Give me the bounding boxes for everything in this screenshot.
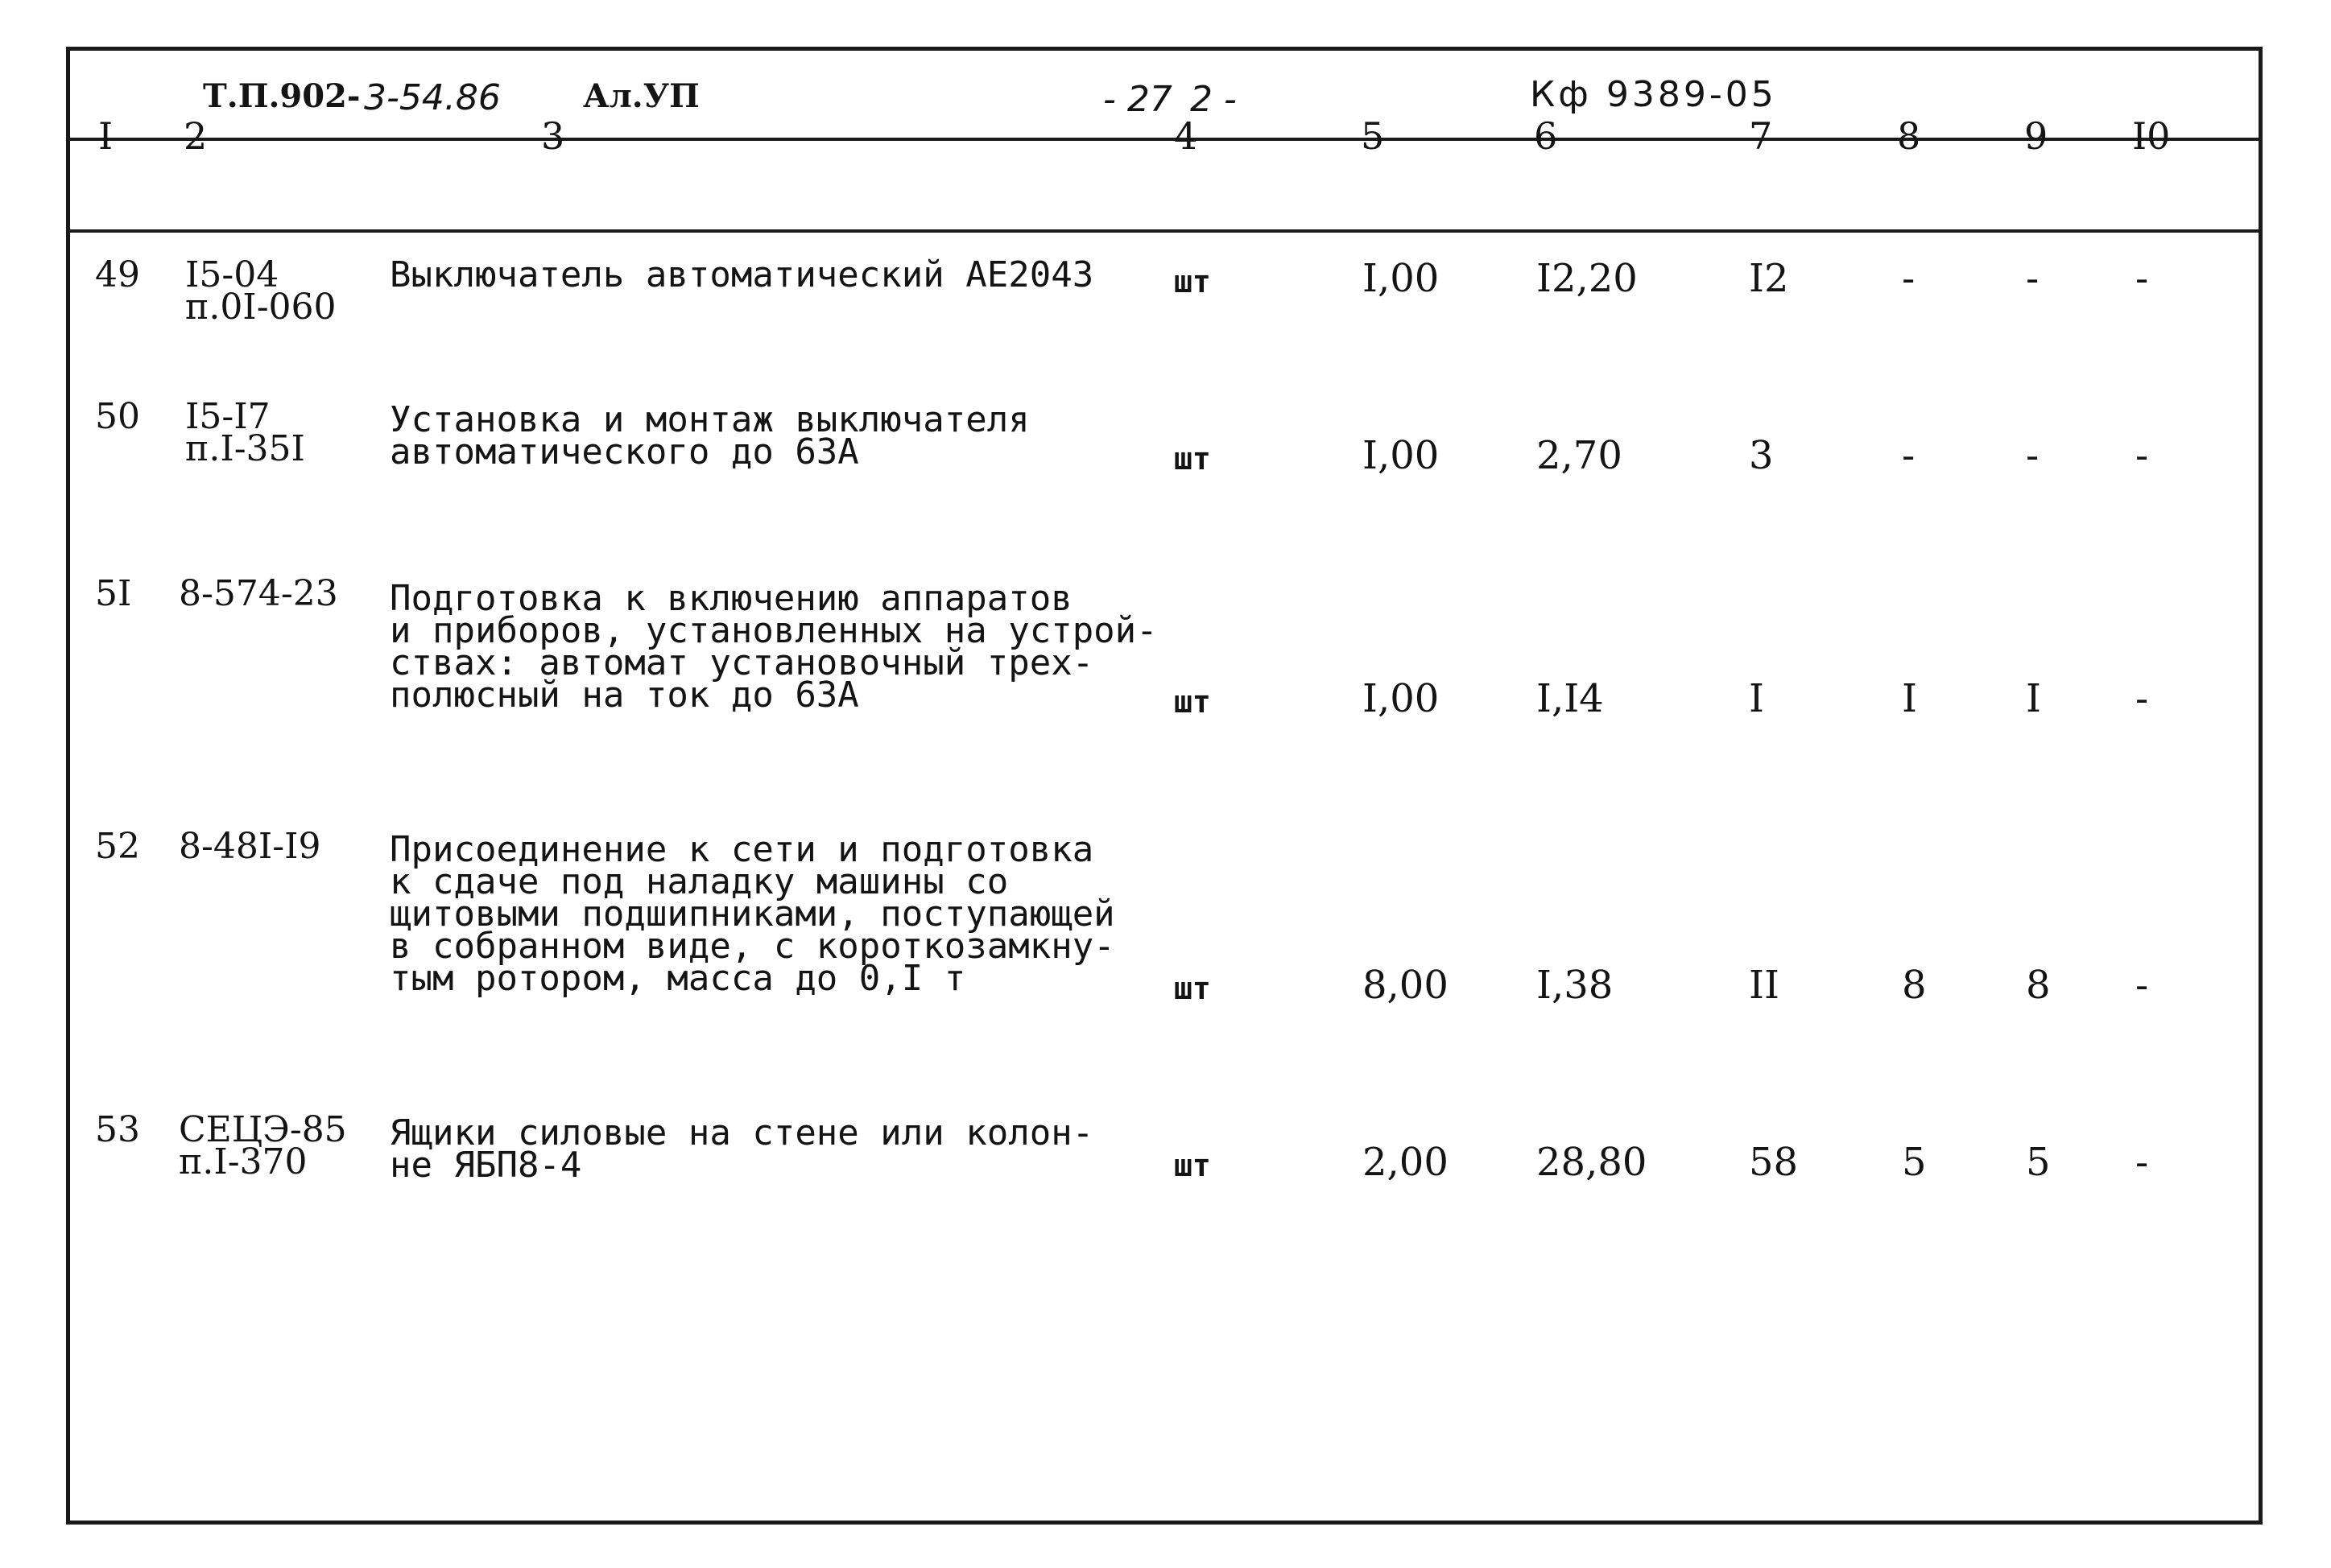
row-number: 49	[95, 254, 140, 295]
column-8-value: 5	[1902, 1140, 1927, 1185]
ref-line: п.I-35I	[185, 428, 305, 469]
ref-line: п.0I-060	[185, 287, 337, 328]
description-line: автоматического до 63А	[390, 431, 859, 472]
column-9-value: 5	[2026, 1140, 2051, 1185]
norm-reference	[185, 396, 305, 469]
description-line: и приборов, установленных на устрой-	[390, 610, 1158, 651]
quantity: 8,00	[1362, 963, 1449, 1008]
column-10-value: -	[2135, 676, 2149, 721]
work-description	[390, 1112, 1094, 1186]
work-description	[390, 829, 1115, 999]
description-line: Установка и монтаж выключателя	[390, 399, 1030, 440]
column-number-3: 3	[541, 114, 565, 158]
page-number-handwritten: 2 -	[1190, 79, 1237, 120]
column-9-value: 8	[2026, 963, 2051, 1008]
row-number: 52	[95, 826, 140, 867]
description-line: тым ротором, масса до 0,I т	[390, 958, 966, 999]
unit-cost: 2,70	[1536, 433, 1622, 478]
header-divider	[70, 138, 2259, 141]
norm-reference	[185, 254, 337, 328]
column-7-value: II	[1749, 963, 1779, 1008]
quantity: 2,00	[1362, 1140, 1449, 1185]
norm-reference	[179, 1109, 347, 1182]
column-10-value: -	[2135, 963, 2149, 1008]
column-8-value: I	[1902, 676, 1917, 721]
doc-code-handwritten: 3-54.86	[364, 77, 501, 118]
unit: шт	[1174, 971, 1211, 1006]
work-description	[390, 578, 1158, 716]
column-number-6: 6	[1534, 114, 1558, 158]
column-number-4: 4	[1174, 114, 1198, 158]
column-number-5: 5	[1361, 114, 1385, 158]
column-10-value: -	[2135, 1140, 2149, 1185]
description-line: Ящики силовые на стене или колон-	[390, 1112, 1094, 1153]
ref-line: 8-574-23	[179, 573, 338, 614]
norm-reference	[179, 573, 338, 614]
column-7-value: 58	[1749, 1140, 1799, 1185]
unit: шт	[1174, 684, 1211, 720]
description-line: к сдаче под наладку машины со	[390, 861, 1009, 902]
row-number: 50	[95, 396, 140, 437]
description-line: в собранном виде, с короткозамкну-	[390, 926, 1115, 967]
column-8-value: -	[1902, 256, 1916, 301]
description-line: полюсный на ток до 63А	[390, 675, 859, 716]
column-number-8: 8	[1897, 114, 1921, 158]
unit: шт	[1174, 441, 1211, 477]
work-description	[390, 399, 1030, 472]
row-number: 53	[95, 1109, 140, 1150]
page-number: - 27	[1103, 79, 1172, 120]
row-number: 5I	[95, 573, 132, 614]
description-line: щитовыми подшипниками, поступающей	[390, 893, 1115, 935]
column-9-value: -	[2026, 256, 2040, 301]
column-number-10: I0	[2132, 114, 2171, 158]
unit: шт	[1174, 1148, 1211, 1183]
unit: шт	[1174, 264, 1211, 299]
ref-line: СЕЦЭ-85	[179, 1109, 347, 1150]
unit-cost: I,38	[1536, 963, 1614, 1008]
description-line: Присоединение к сети и подготовка	[390, 829, 1094, 870]
unit-cost: 28,80	[1536, 1140, 1647, 1185]
column-10-value: -	[2135, 256, 2149, 301]
column-9-value: -	[2026, 433, 2040, 478]
norm-reference	[179, 826, 321, 867]
column-number-2: 2	[184, 114, 208, 158]
ref-line: I5-04	[185, 254, 279, 295]
ref-line: I5-I7	[185, 396, 271, 437]
description-line: Подготовка к включению аппаратов	[390, 578, 1073, 619]
doc-code: Т.П.902-	[203, 77, 361, 115]
column-7-value: 3	[1749, 433, 1774, 478]
unit-cost: I2,20	[1536, 256, 1638, 301]
description-line: не ЯБП8-4	[390, 1145, 582, 1186]
column-7-value: I2	[1749, 256, 1789, 301]
quantity: I,00	[1362, 676, 1440, 721]
ref-line: 8-48I-I9	[179, 826, 321, 867]
work-description	[390, 254, 1094, 295]
column-9-value: I	[2026, 676, 2041, 721]
album-label: Ал.УП	[583, 77, 700, 115]
column-7-value: I	[1749, 676, 1764, 721]
column-8-value: 8	[1902, 963, 1927, 1008]
column-10-value: -	[2135, 433, 2149, 478]
order-number: Кф 9389-05	[1530, 74, 1777, 115]
ref-line: п.I-370	[179, 1141, 308, 1182]
description-line: ствах: автомат установочный трех-	[390, 642, 1094, 683]
column-header-divider	[70, 229, 2259, 233]
quantity: I,00	[1362, 433, 1440, 478]
quantity: I,00	[1362, 256, 1440, 301]
column-8-value: -	[1902, 433, 1916, 478]
description-line: Выключатель автоматический АЕ2043	[390, 254, 1094, 295]
column-number-9: 9	[2024, 114, 2048, 158]
column-number-1: I	[98, 114, 114, 158]
column-number-7: 7	[1749, 114, 1773, 158]
unit-cost: I,I4	[1536, 676, 1604, 721]
